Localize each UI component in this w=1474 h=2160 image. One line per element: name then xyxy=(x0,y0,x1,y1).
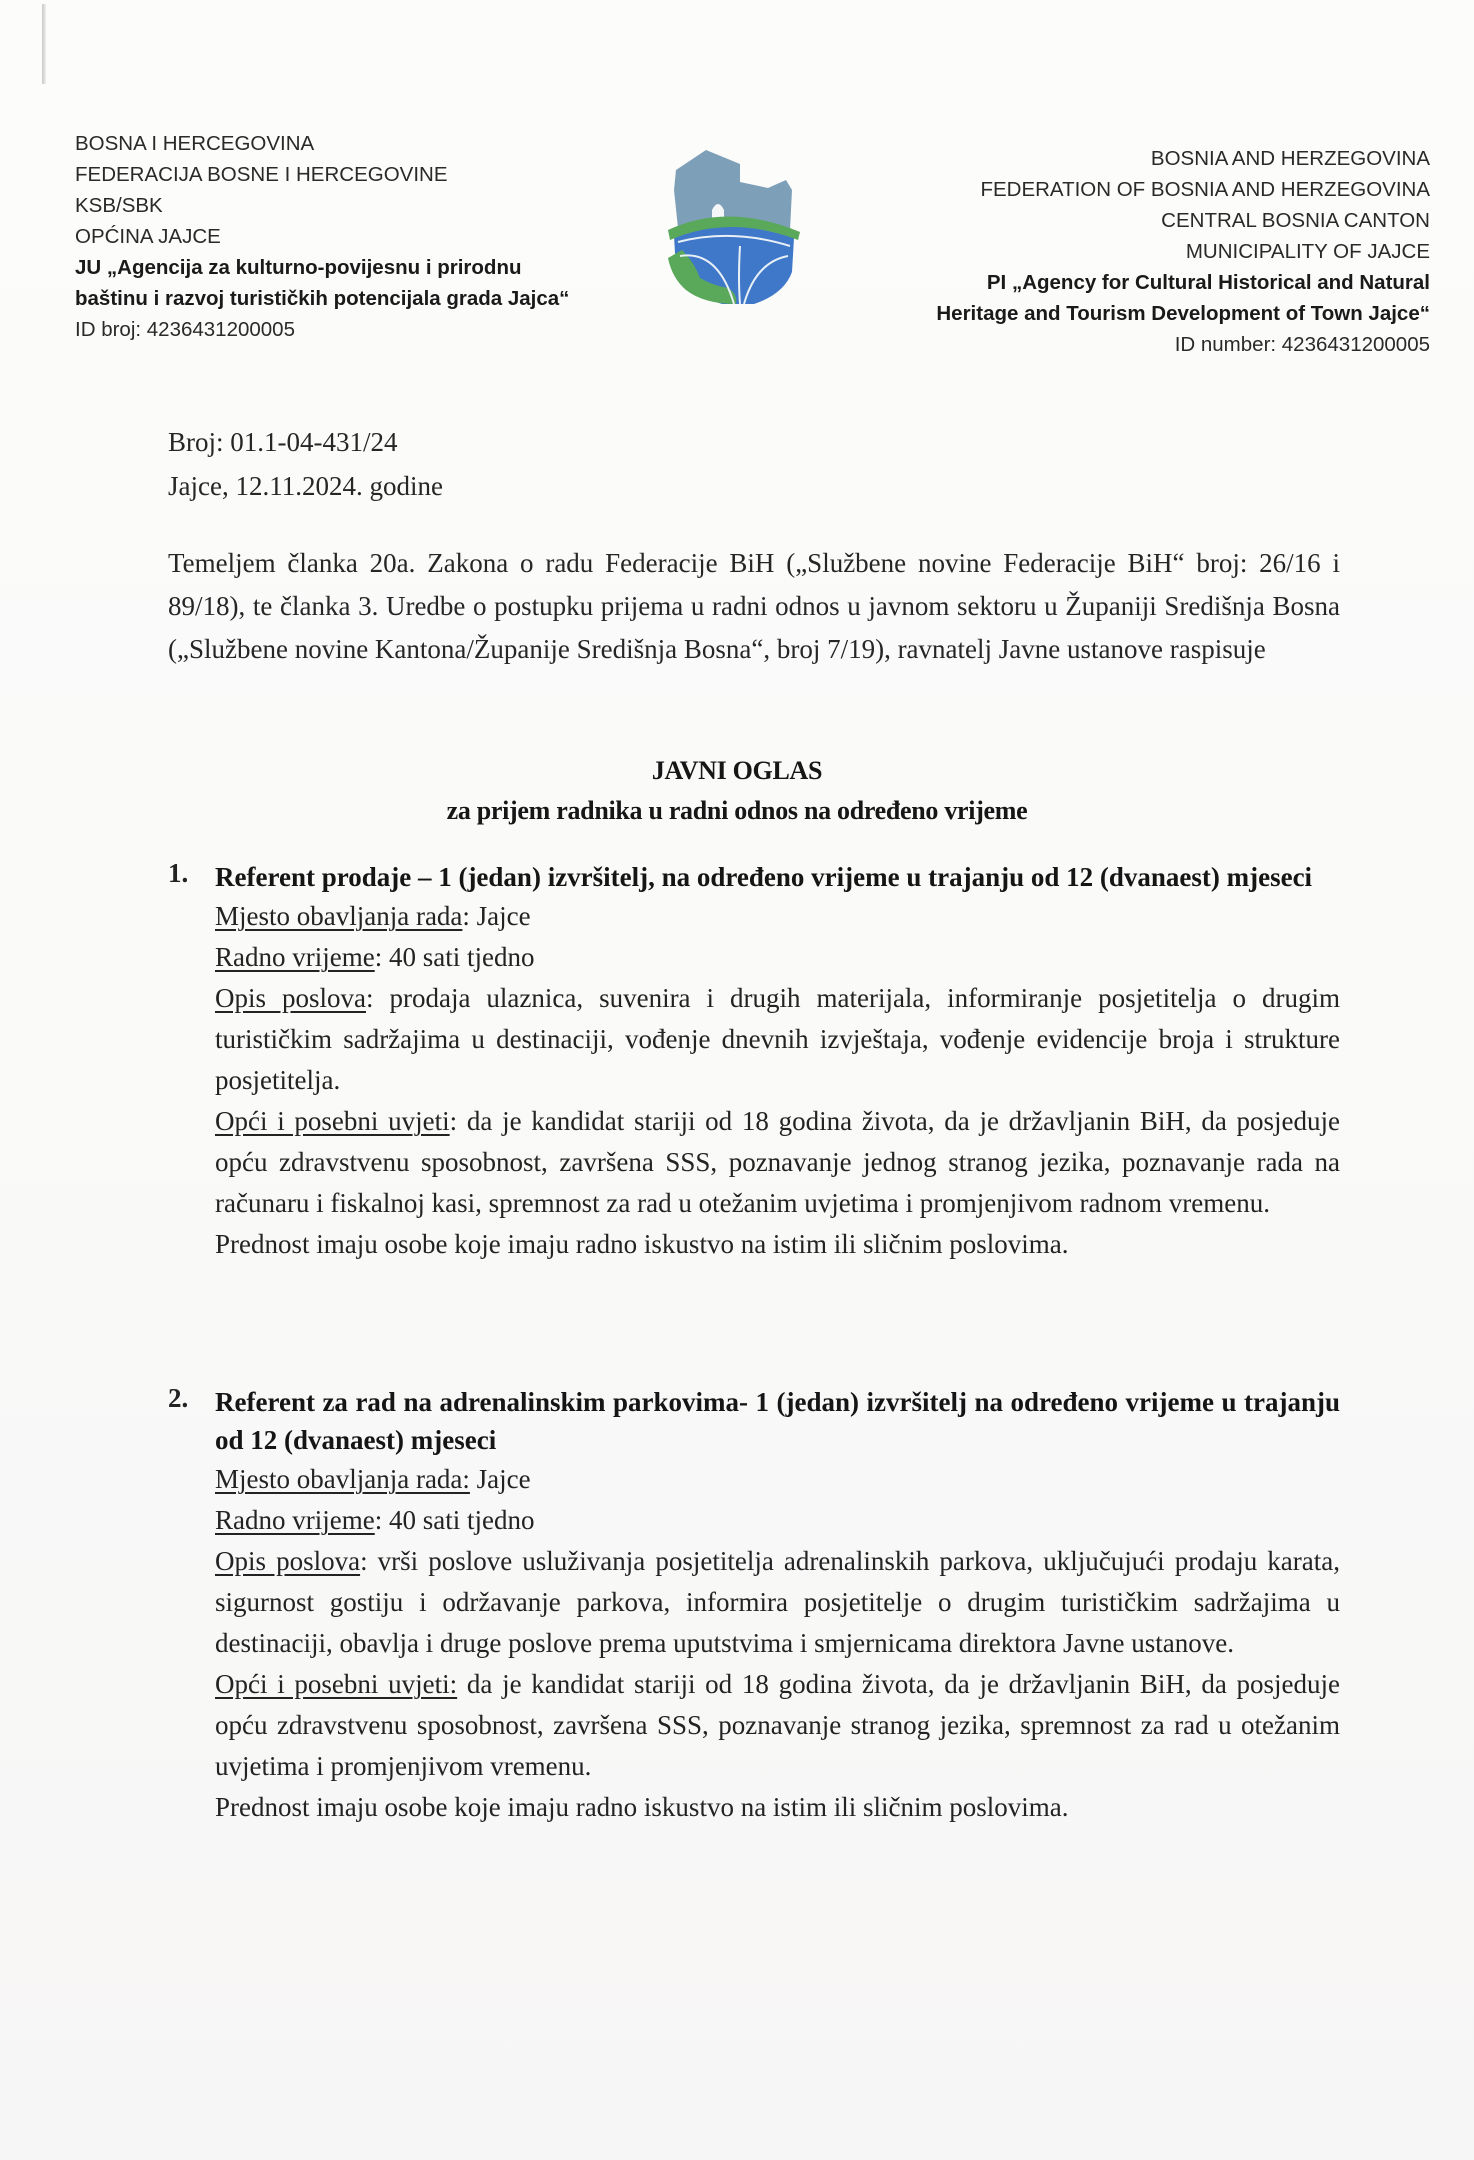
hours-label: Radno vrijeme xyxy=(215,942,375,972)
header-right-line: FEDERATION OF BOSNIA AND HERZEGOVINA xyxy=(980,178,1430,201)
hours-value: : 40 sati tjedno xyxy=(374,942,535,972)
header-left-institution: baštinu i razvoj turističkih potencijala grada Jajca“ xyxy=(75,287,570,310)
duties-label: Opis poslova xyxy=(215,1546,361,1576)
header-left-line: FEDERACIJA BOSNE I HERCEGOVINE xyxy=(75,163,448,186)
location-field xyxy=(215,896,1340,937)
place-date: Jajce, 12.11.2024. godine xyxy=(168,471,443,501)
duties-value: : prodaja ulaznica, suvenira i drugih materijala, informiranje posjetitelja o drugim turističkim sadržajima u destinaciji, vođenje dnevnih izvještaja, vođenje evidencije broja i strukture posjetitelja. xyxy=(215,983,1340,1095)
position-details xyxy=(215,896,1340,1265)
document-subtitle: za prijem radnika u radni odnos na određeno vrijeme xyxy=(446,796,1028,825)
header-right-institution: Heritage and Tourism Development of Town Jajce“ xyxy=(936,302,1430,325)
conditions-value: da je kandidat stariji od 18 godina života, da je državljanin BiH, da posjeduje opću zdravstvenu sposobnost, završena SSS, poznavanje stranog jezika, spremnost za rad u otežanim uvjetima i promjenjivom vremenu. xyxy=(215,1669,1341,1781)
header-left-line: OPĆINA JAJCE xyxy=(75,225,221,248)
hours-value: : 40 sati tjedno xyxy=(374,1505,535,1535)
header-right-id: ID number: 4236431200005 xyxy=(1174,333,1430,356)
hours-field xyxy=(215,937,1340,978)
hours-field xyxy=(215,1500,1340,1541)
duties-label: Opis poslova xyxy=(215,983,366,1013)
position-heading: Referent prodaje – 1 (jedan) izvršitelj, na određeno vrijeme u trajanju od 12 (dvanaest) mjeseci xyxy=(215,862,1313,892)
hours-label: Radno vrijeme xyxy=(215,1505,375,1535)
position-details xyxy=(215,1459,1340,1828)
conditions-value: : da je kandidat stariji od 18 godina života, da je državljanin BiH, da posjeduje opću zdravstvenu sposobnost, završena SSS, poznavanje jednog stranog jezika, poznavanje rada na računaru i fiskalnoj kasi, spremnost za rad u otežanim uvjetima i promjenjivom radnom vremenu. xyxy=(215,1106,1341,1218)
document-title: JAVNI OGLAS xyxy=(651,756,823,785)
location-label: Mjesto obavljanja rada xyxy=(215,901,463,931)
header-right-institution: PI „Agency for Cultural Historical and Natural xyxy=(986,271,1430,294)
location-value: Jajce xyxy=(469,1464,531,1494)
position-heading: Referent za rad na adrenalinskim parkovima- 1 (jedan) izvršitelj na određeno vrijeme u trajanju od 12 (dvanaest) mjeseci xyxy=(215,1387,1340,1455)
header-right-line: MUNICIPALITY OF JAJCE xyxy=(1185,240,1430,263)
header-left-id: ID broj: 4236431200005 xyxy=(75,318,295,341)
agency-logo-icon xyxy=(658,138,814,306)
advantage-note: Prednost imaju osobe koje imaju radno iskustvo na istim ili sličnim poslovima. xyxy=(215,1792,1069,1822)
duties-field xyxy=(215,978,1340,1101)
duties-field xyxy=(215,1541,1340,1664)
header-left xyxy=(75,128,569,345)
position-number: 2. xyxy=(168,1383,189,1413)
intro-paragraph: Temeljem članka 20a. Zakona o radu Federacije BiH („Službene novine Federacije BiH“ broj: 26/16 i 89/18), te članka 3. Uredbe o postupku prijema u radni odnos u javnom sektoru u Županiji Središnja Bosna („Službene novine Kantona/Županije Središnja Bosna“, broj 7/19), ravnatelj Javne ustanove raspisuje xyxy=(168,548,1340,664)
position-item xyxy=(168,858,1340,1265)
header-right-line: CENTRAL BOSNIA CANTON xyxy=(1161,209,1430,232)
reference-block xyxy=(168,420,443,508)
position-number: 1. xyxy=(168,858,189,888)
conditions-field xyxy=(215,1101,1340,1224)
conditions-label: Opći i posebni uvjeti: xyxy=(215,1669,458,1699)
header-left-line: BOSNA I HERCEGOVINA xyxy=(75,132,315,155)
duties-value: : vrši poslove usluživanja posjetitelja adrenalinskih parkova, uključujući prodaju karata, sigurnost gostiju i održavanje parkova, informira posjetitelje o drugim turističkim sadržajima u destinaciji, obavlja i druge poslove prema uputstvima i smjernicama direktora Javne ustanove. xyxy=(215,1546,1341,1658)
advantage-note: Prednost imaju osobe koje imaju radno iskustvo na istim ili sličnim poslovima. xyxy=(215,1229,1069,1259)
header-left-institution: JU „Agencija za kulturno-povijesnu i prirodnu xyxy=(75,256,522,279)
header-right xyxy=(936,143,1430,360)
header-left-line: KSB/SBK xyxy=(75,194,163,217)
reference-number: Broj: 01.1-04-431/24 xyxy=(168,427,398,457)
conditions-label: Opći i posebni uvjeti xyxy=(215,1106,450,1136)
location-value: : Jajce xyxy=(462,901,531,931)
location-field xyxy=(215,1459,1340,1500)
location-label: Mjesto obavljanja rada: xyxy=(215,1464,470,1494)
header-right-line: BOSNIA AND HERZEGOVINA xyxy=(1150,147,1430,170)
conditions-field xyxy=(215,1664,1340,1787)
scan-edge-mark xyxy=(42,4,46,84)
position-item xyxy=(168,1383,1340,1828)
